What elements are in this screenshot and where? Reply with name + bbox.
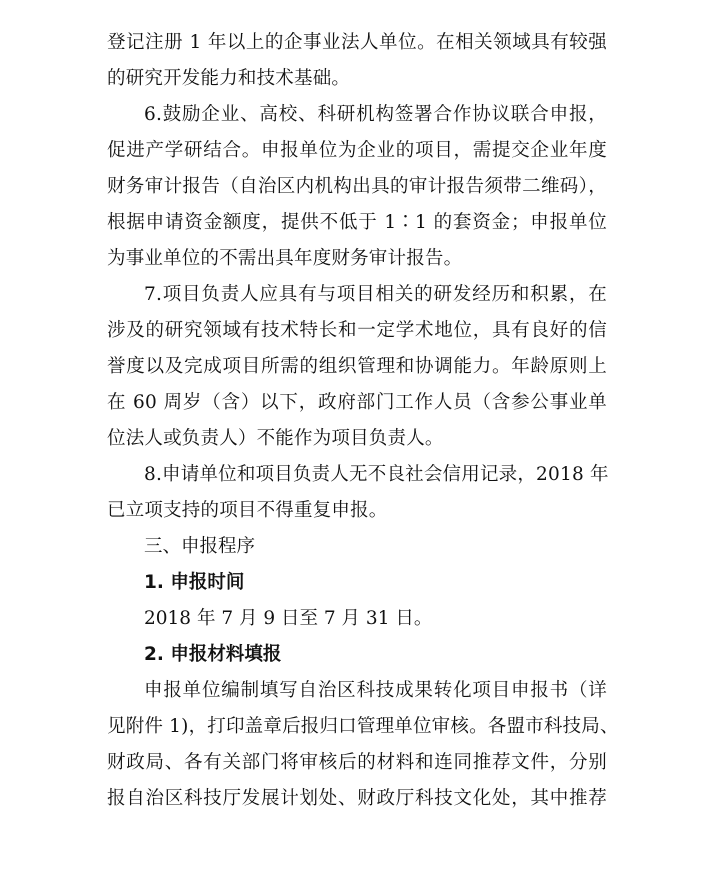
clause-7-text: 7.项目负责人应具有与项目相关的研发经历和积累，在	[144, 284, 607, 305]
body-text-line: 财务审计报告（自治区内机构出具的审计报告须带二维码），	[107, 176, 607, 197]
body-text-line: 登记注册 1 年以上的企事业法人单位。在相关领域具有较强	[107, 32, 607, 53]
body-text-line: 根据申请资金额度，提供不低于 1∶1 的套资金；申报单位	[107, 212, 607, 233]
body-text-line: 促进产学研结合。申报单位为企业的项目，需提交企业年度	[107, 140, 607, 161]
body-text-line: 已立项支持的项目不得重复申报。	[107, 500, 388, 521]
body-text-line: 申报单位编制填写自治区科技成果转化项目申报书（详	[144, 680, 607, 701]
clause-6-text: 6.鼓励企业、高校、科研机构签署合作协议联合申报，	[144, 104, 607, 125]
section-heading: 三、申报程序	[144, 536, 256, 557]
body-text-line: 在 60 周岁（含）以下，政府部门工作人员（含参公事业单	[107, 392, 607, 413]
body-text-line: 见附件 1)，打印盖章后报归口管理单位审核。各盟市科技局、	[107, 716, 619, 737]
subsection-heading: 1. 申报时间	[144, 572, 245, 593]
subsection-heading: 2. 申报材料填报	[144, 644, 282, 665]
body-text-line: 涉及的研究领域有技术特长和一定学术地位，具有良好的信	[107, 320, 607, 341]
body-text-line: 报自治区科技厅发展计划处、财政厅科技文化处，其中推荐	[107, 788, 607, 809]
body-text-line: 誉度以及完成项目所需的组织管理和协调能力。年龄原则上	[107, 356, 607, 377]
body-text-line: 财政局、各有关部门将审核后的材料和连同推荐文件，分别	[107, 752, 607, 773]
body-text-line: 为事业单位的不需出具年度财务审计报告。	[107, 248, 463, 269]
body-text-line: 位法人或负责人）不能作为项目负责人。	[107, 428, 444, 449]
clause-8-text: 8.申请单位和项目负责人无不良社会信用记录，2018 年	[144, 464, 609, 485]
application-period-text: 2018 年 7 月 9 日至 7 月 31 日。	[144, 608, 433, 629]
body-text-line: 的研究开发能力和技术基础。	[107, 68, 351, 89]
